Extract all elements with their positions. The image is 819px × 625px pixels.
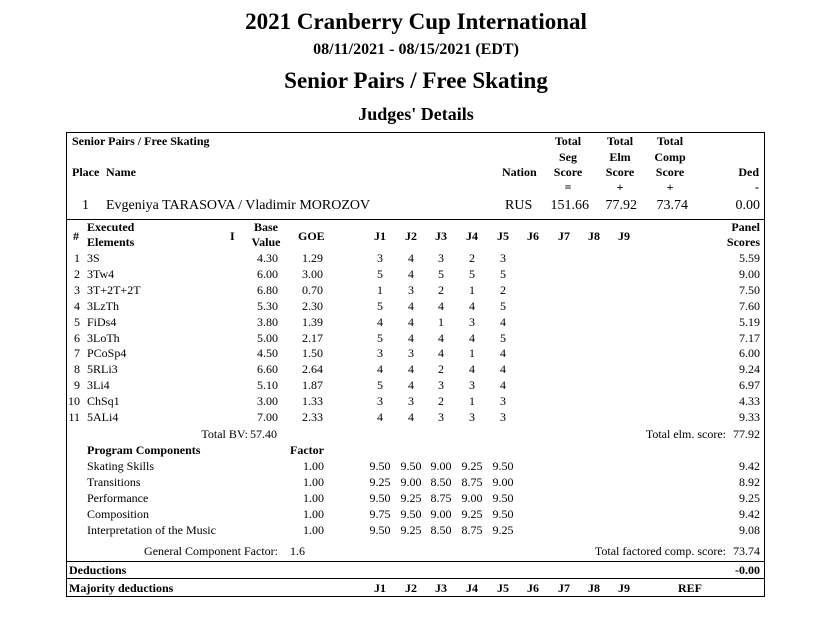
judge-component-mark: 9.50 (492, 459, 514, 473)
component-factor: 1.00 (303, 523, 324, 537)
judge-header: J1 (374, 229, 386, 243)
majority-judge-header: J7 (558, 581, 570, 595)
col-panel-2: Scores (726, 235, 760, 249)
judge-goe-mark: 4 (377, 410, 383, 424)
judge-component-mark: 9.25 (400, 491, 422, 505)
element-base-value: 5.00 (257, 331, 278, 345)
majority-judge-header: J6 (527, 581, 539, 595)
component-name: Performance (87, 491, 149, 505)
judge-goe-mark: 4 (469, 331, 475, 345)
judge-component-mark: 9.50 (369, 523, 391, 537)
element-base-value: 4.30 (257, 251, 278, 265)
judge-goe-mark: 4 (438, 331, 444, 345)
judge-component-mark: 9.25 (492, 523, 514, 537)
judge-goe-mark: 4 (377, 315, 383, 329)
judge-goe-mark: 4 (438, 299, 444, 313)
judge-component-mark: 9.00 (430, 459, 452, 473)
tss-value: 151.66 (550, 198, 589, 213)
majority-deductions-label: Majority deductions (69, 581, 174, 595)
component-name: Composition (87, 507, 150, 521)
pcs-value: 73.74 (656, 198, 688, 213)
judge-component-mark: 9.50 (492, 491, 514, 505)
gcf-value: 1.6 (290, 544, 305, 558)
col-info: I (230, 229, 235, 243)
element-goe: 1.87 (302, 378, 323, 392)
judge-header: J5 (497, 229, 509, 243)
element-goe: 0.70 (302, 283, 323, 297)
element-panel-score: 6.00 (739, 346, 760, 360)
majority-judge-header: J1 (374, 581, 386, 595)
tfc-label: Total factored comp. score: (594, 544, 726, 558)
col-executed-1: Executed (87, 220, 135, 234)
element-goe: 1.50 (302, 346, 323, 360)
category-label: Senior Pairs / Free Skating (72, 134, 210, 148)
element-number: 4 (74, 299, 80, 313)
element-panel-score: 4.33 (739, 394, 760, 408)
component-panel-score: 9.42 (739, 507, 760, 521)
judge-goe-mark: 4 (377, 362, 383, 376)
element-goe: 3.00 (302, 267, 323, 281)
judge-component-mark: 9.25 (400, 523, 422, 537)
judge-component-mark: 9.00 (492, 475, 514, 489)
element-panel-score: 7.60 (739, 299, 760, 313)
element-code: ChSq1 (87, 394, 120, 408)
total-bv-value: 57.40 (250, 427, 277, 441)
judge-component-mark: 9.50 (492, 507, 514, 521)
col-name: Name (106, 165, 136, 179)
judge-header: J8 (588, 229, 600, 243)
deductions-label: Deductions (69, 563, 127, 577)
judge-header: J7 (558, 229, 570, 243)
element-panel-score: 9.33 (739, 410, 760, 424)
judge-goe-mark: 2 (438, 283, 444, 297)
skater-place: 1 (82, 198, 89, 213)
element-panel-score: 6.97 (739, 378, 760, 392)
judge-goe-mark: 3 (438, 410, 444, 424)
judge-goe-mark: 4 (500, 346, 506, 360)
col-pcs-line: Comp (654, 150, 686, 164)
judge-component-mark: 8.50 (430, 475, 452, 489)
judge-goe-mark: 4 (438, 346, 444, 360)
component-factor: 1.00 (303, 475, 324, 489)
judge-goe-mark: 4 (500, 378, 506, 392)
col-tss-line: Total (554, 134, 582, 148)
element-number: 1 (74, 251, 80, 265)
judge-goe-mark: 3 (469, 378, 475, 392)
majority-judge-header: J3 (435, 581, 447, 595)
judge-goe-mark: 3 (469, 315, 475, 329)
judge-goe-mark: 2 (469, 251, 475, 265)
judge-goe-mark: 4 (408, 378, 414, 392)
judge-goe-mark: 3 (377, 346, 383, 360)
element-goe: 1.33 (302, 394, 323, 408)
element-base-value: 6.80 (257, 283, 278, 297)
judge-goe-mark: 5 (438, 267, 444, 281)
col-goe: GOE (298, 229, 325, 243)
judge-component-mark: 9.50 (369, 491, 391, 505)
judge-component-mark: 8.75 (461, 475, 483, 489)
gcf-label: General Component Factor: (144, 544, 278, 558)
element-code: PCoSp4 (87, 346, 127, 360)
judge-header: J2 (405, 229, 417, 243)
judge-goe-mark: 5 (500, 267, 506, 281)
judge-component-mark: 8.50 (430, 523, 452, 537)
judge-goe-mark: 4 (408, 267, 414, 281)
element-base-value: 7.00 (257, 410, 278, 424)
element-base-value: 6.00 (257, 267, 278, 281)
report-title: Judges' Details (358, 104, 474, 124)
element-base-value: 3.00 (257, 394, 278, 408)
col-pcs-line: Score (655, 165, 685, 179)
element-number: 8 (74, 362, 80, 376)
judge-goe-mark: 3 (377, 251, 383, 265)
col-number: # (73, 229, 79, 243)
judge-header: J4 (466, 229, 478, 243)
judge-goe-mark: 4 (500, 315, 506, 329)
col-place: Place (72, 165, 100, 179)
element-goe: 2.33 (302, 410, 323, 424)
element-number: 3 (74, 283, 80, 297)
element-number: 6 (74, 331, 80, 345)
element-panel-score: 7.17 (739, 331, 760, 345)
judge-component-mark: 9.25 (369, 475, 391, 489)
majority-judge-header: J8 (588, 581, 600, 595)
judge-goe-mark: 3 (377, 394, 383, 408)
skater-nation: RUS (505, 198, 533, 213)
component-factor: 1.00 (303, 491, 324, 505)
judge-goe-mark: 4 (469, 299, 475, 313)
judge-goe-mark: 3 (438, 251, 444, 265)
col-panel-1: Panel (731, 220, 760, 234)
element-code: 3LoTh (87, 331, 120, 345)
judge-component-mark: 9.50 (400, 507, 422, 521)
element-code: 3Tw4 (87, 267, 115, 281)
col-nation: Nation (502, 165, 537, 179)
judge-goe-mark: 4 (408, 410, 414, 424)
component-panel-score: 9.42 (739, 459, 760, 473)
judge-goe-mark: 3 (500, 410, 506, 424)
judge-component-mark: 9.00 (461, 491, 483, 505)
tes-value: 77.92 (605, 198, 637, 213)
event-dates: 08/11/2021 - 08/15/2021 (EDT) (313, 41, 519, 58)
element-panel-score: 7.50 (739, 283, 760, 297)
majority-judge-header: J2 (405, 581, 417, 595)
majority-judge-header: J9 (618, 581, 630, 595)
element-goe: 1.29 (302, 251, 323, 265)
col-tes-line: + (616, 180, 624, 194)
majority-judge-header: J5 (497, 581, 509, 595)
judge-header: J3 (435, 229, 447, 243)
element-base-value: 6.60 (257, 362, 278, 376)
judge-component-mark: 9.25 (461, 459, 483, 473)
judge-header: J6 (527, 229, 539, 243)
divider-components (66, 561, 765, 562)
element-base-value: 4.50 (257, 346, 278, 360)
component-factor: 1.00 (303, 507, 324, 521)
col-executed-2: Elements (87, 235, 135, 249)
element-code: 3T+2T+2T (87, 283, 141, 297)
component-factor: 1.00 (303, 459, 324, 473)
judge-goe-mark: 5 (377, 299, 383, 313)
element-goe: 1.39 (302, 315, 323, 329)
element-code: 3LzTh (87, 299, 119, 313)
judge-goe-mark: 2 (438, 362, 444, 376)
deductions-value: -0.00 (735, 563, 760, 577)
component-panel-score: 9.08 (739, 523, 760, 537)
element-number: 2 (74, 267, 80, 281)
judge-goe-mark: 3 (408, 283, 414, 297)
col-pcs-line: + (666, 180, 674, 194)
component-panel-score: 9.25 (739, 491, 760, 505)
judge-component-mark: 9.75 (369, 507, 391, 521)
element-goe: 2.64 (302, 362, 323, 376)
judge-goe-mark: 3 (500, 251, 506, 265)
judge-component-mark: 8.75 (461, 523, 483, 537)
element-panel-score: 5.19 (739, 315, 760, 329)
col-base-1: Base (254, 220, 278, 234)
judge-goe-mark: 1 (469, 346, 475, 360)
judge-goe-mark: 5 (500, 331, 506, 345)
judge-goe-mark: 4 (469, 362, 475, 376)
judge-goe-mark: 4 (408, 362, 414, 376)
col-tes-line: Score (605, 165, 635, 179)
ref-label: REF (678, 581, 702, 595)
judge-goe-mark: 3 (408, 346, 414, 360)
component-name: Skating Skills (87, 459, 155, 473)
segment-title: Senior Pairs / Free Skating (284, 68, 548, 93)
element-code: 3S (87, 251, 100, 265)
col-tss-line: Score (553, 165, 583, 179)
element-panel-score: 9.24 (739, 362, 760, 376)
judge-goe-mark: 3 (408, 394, 414, 408)
judge-component-mark: 9.25 (461, 507, 483, 521)
col-tes-line: Elm (609, 150, 631, 164)
judge-goe-mark: 5 (377, 331, 383, 345)
divider-summary (66, 219, 765, 220)
ded-value: 0.00 (735, 198, 760, 213)
element-code: 5RLi3 (87, 362, 118, 376)
judge-goe-mark: 3 (438, 378, 444, 392)
judge-header: J9 (618, 229, 630, 243)
judge-component-mark: 9.00 (430, 507, 452, 521)
judge-goe-mark: 3 (500, 394, 506, 408)
judge-goe-mark: 5 (377, 378, 383, 392)
components-title: Program Components (87, 443, 201, 457)
judge-goe-mark: 1 (438, 315, 444, 329)
col-tes-line: Total (606, 134, 634, 148)
judge-goe-mark: 1 (377, 283, 383, 297)
col-factor: Factor (290, 443, 324, 457)
judge-goe-mark: 5 (500, 299, 506, 313)
judge-goe-mark: 4 (500, 362, 506, 376)
judge-goe-mark: 4 (408, 299, 414, 313)
element-code: FiDs4 (87, 315, 117, 329)
judge-component-mark: 9.50 (369, 459, 391, 473)
element-code: 3Li4 (87, 378, 110, 392)
skater-name: Evgeniya TARASOVA / Vladimir MOROZOV (106, 198, 371, 213)
element-number: 10 (68, 394, 80, 408)
element-base-value: 5.10 (257, 378, 278, 392)
col-pcs-line: Total (656, 134, 684, 148)
judge-component-mark: 9.50 (400, 459, 422, 473)
element-panel-score: 9.00 (739, 267, 760, 281)
total-elm-label: Total elm. score: (645, 427, 726, 441)
element-number: 5 (74, 315, 80, 329)
element-base-value: 5.30 (257, 299, 278, 313)
judge-component-mark: 8.75 (430, 491, 452, 505)
judge-goe-mark: 4 (408, 331, 414, 345)
element-number: 11 (68, 410, 80, 424)
element-goe: 2.30 (302, 299, 323, 313)
component-name: Transitions (87, 475, 141, 489)
judge-goe-mark: 5 (377, 267, 383, 281)
element-panel-score: 5.59 (739, 251, 760, 265)
total-bv-label: Total BV: (201, 427, 248, 441)
element-base-value: 3.80 (257, 315, 278, 329)
judge-goe-mark: 4 (408, 251, 414, 265)
divider-deductions (66, 578, 765, 579)
event-title: 2021 Cranberry Cup International (245, 9, 587, 34)
tfc-value: 73.74 (733, 544, 760, 558)
judge-goe-mark: 2 (438, 394, 444, 408)
element-goe: 2.17 (302, 331, 323, 345)
col-ded-line: Ded (738, 165, 759, 179)
component-panel-score: 8.92 (739, 475, 760, 489)
judge-goe-mark: 2 (500, 283, 506, 297)
component-name: Interpretation of the Music (87, 523, 216, 537)
judge-goe-mark: 4 (408, 315, 414, 329)
judge-goe-mark: 1 (469, 283, 475, 297)
total-elm-value: 77.92 (733, 427, 760, 441)
element-number: 7 (74, 346, 80, 360)
judge-component-mark: 9.00 (400, 475, 422, 489)
col-base-2: Value (251, 235, 281, 249)
element-number: 9 (74, 378, 80, 392)
judge-goe-mark: 3 (469, 410, 475, 424)
col-ded-line: - (755, 180, 759, 194)
judge-goe-mark: 1 (469, 394, 475, 408)
col-tss-line: Seg (559, 150, 577, 164)
element-code: 5ALi4 (87, 410, 119, 424)
judge-goe-mark: 5 (469, 267, 475, 281)
col-tss-line: = (564, 180, 572, 194)
majority-judge-header: J4 (466, 581, 478, 595)
